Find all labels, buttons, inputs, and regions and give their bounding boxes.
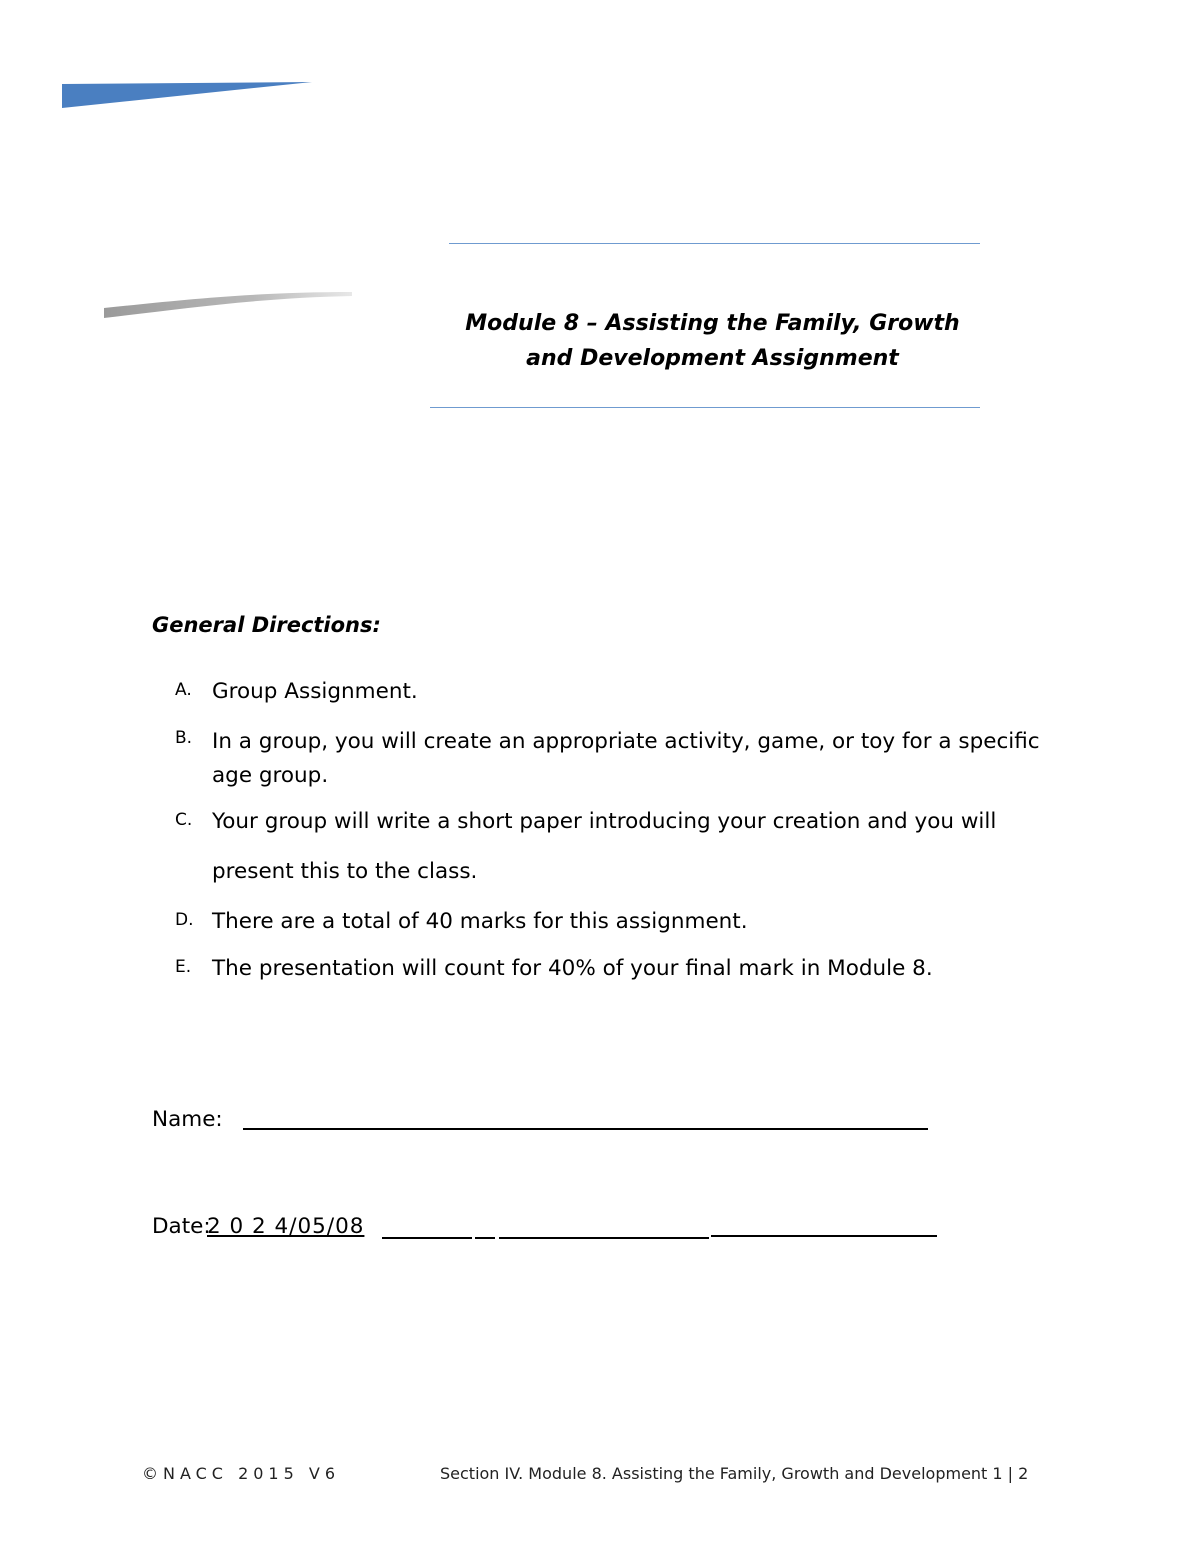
date-field-line: [475, 1237, 495, 1239]
title-line-2: and Development Assignment: [526, 346, 899, 371]
direction-letter: D.: [175, 910, 194, 930]
header-grey-swoosh: [104, 290, 356, 320]
footer-section-info: Section IV. Module 8. Assisting the Family, Growth and Development 1 | 2: [440, 1464, 1029, 1483]
direction-text: Group Assignment.: [212, 679, 418, 704]
direction-letter: C.: [175, 810, 193, 830]
name-label: Name:: [152, 1107, 223, 1132]
direction-text: present this to the class.: [212, 859, 478, 884]
date-field-line: [711, 1235, 937, 1237]
direction-text: age group.: [212, 763, 329, 788]
direction-text: In a group, you will create an appropriate activity, game, or toy for a specific: [212, 729, 1040, 754]
directions-heading: General Directions:: [152, 613, 381, 637]
date-label: Date:: [152, 1214, 211, 1239]
header-blue-banner: [62, 82, 312, 108]
date-field-line: [499, 1237, 709, 1239]
direction-letter: E.: [175, 957, 192, 977]
footer-copyright: ©NACC 2015 V6: [142, 1464, 340, 1483]
direction-letter: A.: [175, 680, 192, 700]
direction-text: The presentation will count for 40% of your final mark in Module 8.: [212, 956, 933, 981]
direction-letter: B.: [175, 728, 193, 748]
title-line-1: Module 8 – Assisting the Family, Growth: [465, 311, 960, 336]
direction-text: Your group will write a short paper introducing your creation and you will: [212, 809, 997, 834]
direction-text: There are a total of 40 marks for this assignment.: [212, 909, 748, 934]
title-bottom-rule: [430, 407, 980, 408]
name-field-line[interactable]: [243, 1128, 928, 1130]
date-value[interactable]: 2 0 2 4/05/08: [207, 1214, 365, 1239]
date-field-line: [382, 1237, 472, 1239]
title-top-rule: [449, 243, 980, 244]
document-title: [430, 306, 995, 376]
